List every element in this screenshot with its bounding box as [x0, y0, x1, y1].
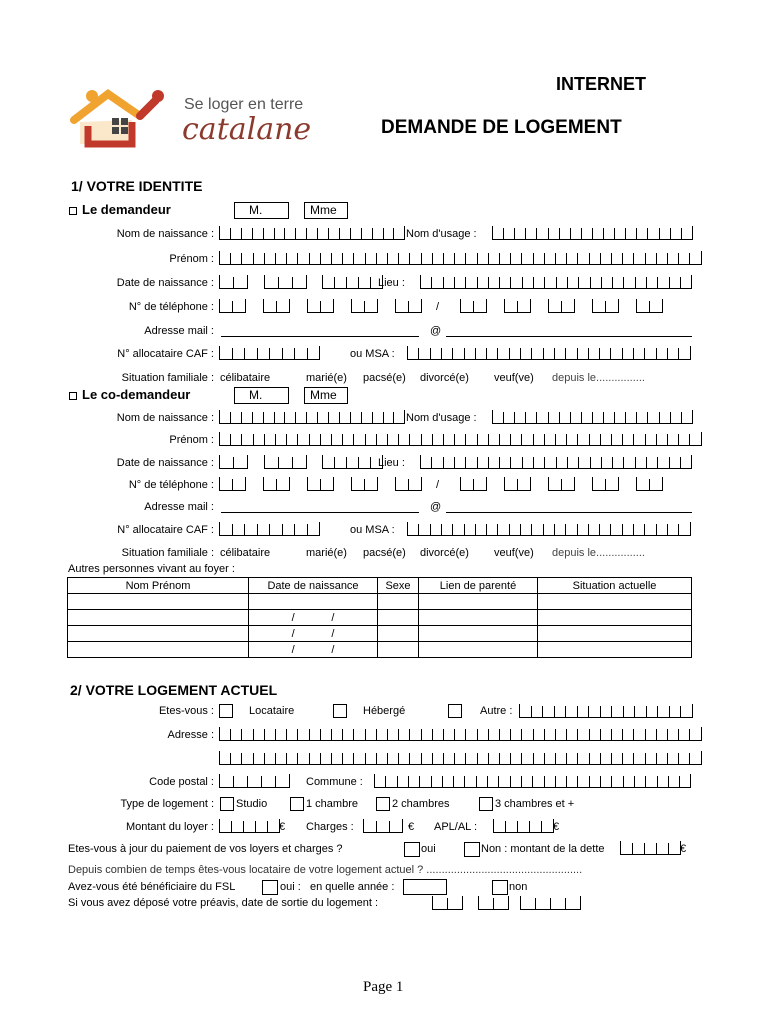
applicant-family-option[interactable]: veuf(ve) [494, 372, 534, 384]
applicant-birth-name-field[interactable] [219, 226, 405, 240]
status-autre-label: Autre : [480, 705, 513, 717]
address-field-2[interactable] [219, 751, 702, 765]
city-field[interactable] [374, 774, 691, 788]
status-locataire-label: Locataire [249, 705, 295, 717]
date-sep: / [291, 611, 295, 624]
postcode-field[interactable] [219, 774, 290, 788]
household-cell[interactable] [68, 626, 249, 642]
household-cell[interactable] [249, 642, 378, 658]
applicant-family-option[interactable]: pacsé(e) [363, 372, 406, 384]
applicant-email-user-field[interactable] [221, 336, 419, 337]
type-2ch-label: 2 chambres [392, 798, 450, 810]
applicant-civility-mme-label: Mme [310, 203, 337, 217]
applicant-phone-label: N° de téléphone : [128, 301, 214, 313]
applicant-civility-m-label: M. [249, 203, 263, 217]
coapplicant-caf-label: N° allocataire CAF : [117, 524, 214, 536]
charges-field[interactable] [363, 819, 403, 833]
coapplicant-family-label: Situation familiale : [121, 547, 214, 559]
coapplicant-phone2-field[interactable] [592, 477, 619, 491]
applicant-family-option[interactable]: marié(e) [306, 372, 347, 384]
fsl-yes-label: oui : [280, 881, 301, 893]
household-cell[interactable] [419, 610, 538, 626]
household-cell[interactable] [68, 610, 249, 626]
city-label: Commune : [306, 776, 363, 788]
coapplicant-phone2-field[interactable] [636, 477, 663, 491]
applicant-phone2-field[interactable] [636, 299, 663, 313]
rent-currency: € [279, 821, 286, 833]
household-table [67, 577, 692, 658]
coapplicant-family-option[interactable]: divorcé(e) [420, 547, 469, 559]
coapplicant-family-option[interactable]: célibataire [220, 547, 271, 559]
household-header-row [68, 578, 692, 594]
apl-currency: € [553, 821, 560, 833]
apl-label: APL/AL : [434, 821, 478, 833]
applicant-birth-date-field[interactable] [322, 275, 383, 289]
type-studio-label: Studio [236, 798, 268, 810]
applicant-usage-name-field[interactable] [492, 226, 693, 240]
applicant-phone-field[interactable] [219, 299, 246, 313]
section-identity-title: 1/ VOTRE IDENTITE [71, 178, 203, 194]
coapplicant-phone-sep: / [436, 479, 440, 491]
applicant-family-label: Situation familiale : [121, 372, 214, 384]
applicant-family-option[interactable]: célibataire [220, 372, 271, 384]
coapplicant-title: Le co-demandeur [82, 387, 191, 402]
household-row [68, 610, 692, 626]
page-number: Page 1 [363, 979, 404, 995]
coapplicant-civility-mme-label: Mme [310, 388, 337, 402]
col-name: Nom Prénom [68, 578, 249, 594]
applicant-birth-date-field[interactable] [219, 275, 248, 289]
type-1ch-label: 1 chambre [306, 798, 358, 810]
applicant-title: Le demandeur [82, 202, 171, 217]
applicant-phone-field[interactable] [395, 299, 422, 313]
coapplicant-birth-date-field[interactable] [322, 455, 383, 469]
section-housing-title: 2/ VOTRE LOGEMENT ACTUEL [70, 682, 278, 698]
household-cell[interactable] [249, 610, 378, 626]
coapplicant-phone-field[interactable] [263, 477, 290, 491]
internet-label: INTERNET [556, 74, 646, 94]
address-field-1[interactable] [219, 727, 702, 741]
household-title: Autres personnes vivant au foyer : [68, 563, 235, 575]
coapplicant-phone-field[interactable] [351, 477, 378, 491]
household-row [68, 594, 692, 610]
date-sep: / [331, 611, 335, 624]
status-label: Etes-vous : [158, 705, 214, 717]
coapplicant-first-name-label: Prénom : [169, 434, 214, 446]
notice-day-field[interactable] [432, 896, 463, 910]
applicant-family-option[interactable]: depuis le................ [552, 372, 645, 384]
coapplicant-checkbox[interactable] [69, 392, 77, 400]
logo-tagline: Se loger en terre [184, 96, 304, 113]
notice-year-field[interactable] [520, 896, 581, 910]
applicant-email-domain-field[interactable] [446, 336, 692, 337]
date-sep: / [331, 643, 335, 656]
page-title: DEMANDE DE LOGEMENT [381, 117, 622, 138]
coapplicant-birth-name-label: Nom de naissance : [116, 412, 214, 424]
applicant-msa-label: ou MSA : [350, 348, 395, 360]
notice-question: Si vous avez déposé votre préavis, date de sortie du logement : [68, 897, 379, 909]
coapplicant-phone-field[interactable] [219, 477, 246, 491]
coapplicant-birth-date-field[interactable] [219, 455, 248, 469]
household-cell[interactable] [249, 626, 378, 642]
household-cell[interactable] [378, 594, 419, 610]
household-cell[interactable] [419, 642, 538, 658]
household-cell[interactable] [68, 642, 249, 658]
applicant-birth-date-label: Date de naissance : [116, 277, 214, 289]
household-cell[interactable] [538, 610, 692, 626]
applicant-usage-name-label: Nom d'usage : [406, 228, 477, 240]
applicant-phone-sep: / [436, 301, 440, 313]
applicant-phone-field[interactable] [263, 299, 290, 313]
coapplicant-usage-name-field[interactable] [492, 410, 693, 424]
household-cell[interactable] [378, 626, 419, 642]
coapplicant-phone2-field[interactable] [548, 477, 575, 491]
applicant-email-at: @ [430, 325, 442, 337]
charges-currency: € [408, 821, 415, 833]
logo [70, 86, 335, 148]
applicant-phone2-field[interactable] [592, 299, 619, 313]
coapplicant-birth-date-label: Date de naissance : [116, 457, 214, 469]
coapplicant-place-field[interactable] [420, 455, 692, 469]
coapplicant-family-option[interactable]: marié(e) [306, 547, 347, 559]
applicant-phone-field[interactable] [351, 299, 378, 313]
applicant-caf-field[interactable] [219, 346, 320, 360]
coapplicant-phone-field[interactable] [307, 477, 334, 491]
uptodate-question: Etes-vous à jour du paiement de vos loyers et charges ? [68, 843, 343, 855]
coapplicant-msa-field[interactable] [407, 522, 691, 536]
coapplicant-first-name-field[interactable] [219, 432, 702, 446]
applicant-first-name-label: Prénom : [169, 253, 214, 265]
applicant-email-label: Adresse mail : [144, 325, 214, 337]
type-studio-checkbox[interactable] [220, 797, 234, 811]
household-cell[interactable] [249, 594, 378, 610]
date-sep: / [291, 643, 295, 656]
house-logo-icon [70, 86, 170, 148]
uptodate-yes-checkbox[interactable] [404, 842, 420, 857]
type-1ch-checkbox[interactable] [290, 797, 304, 811]
coapplicant-family-option[interactable]: veuf(ve) [494, 547, 534, 559]
since-when-question: Depuis combien de temps êtes-vous locataire de votre logement actuel ? ................................................... [68, 864, 583, 876]
coapplicant-email-domain-field[interactable] [446, 512, 692, 513]
fsl-year-label: en quelle année : [310, 881, 395, 893]
notice-month-field[interactable] [478, 896, 509, 910]
fsl-question: Avez-vous été bénéficiaire du FSL [68, 881, 236, 893]
debt-currency: € [680, 843, 687, 855]
coapplicant-msa-label: ou MSA : [350, 524, 395, 536]
coapplicant-phone2-field[interactable] [504, 477, 531, 491]
date-sep: / [331, 627, 335, 640]
type-3ch-label: 3 chambres et + [495, 798, 575, 810]
col-sex: Sexe [378, 578, 419, 594]
fsl-yes-checkbox[interactable] [262, 880, 278, 895]
applicant-birth-name-label: Nom de naissance : [116, 228, 214, 240]
col-birthdate: Date de naissance [249, 578, 378, 594]
applicant-place-field[interactable] [420, 275, 692, 289]
coapplicant-family-option[interactable]: pacsé(e) [363, 547, 406, 559]
household-cell[interactable] [378, 610, 419, 626]
applicant-checkbox[interactable] [69, 207, 77, 215]
autre-field[interactable] [519, 704, 693, 718]
uptodate-no-label: Non : montant de la dette [481, 843, 605, 855]
applicant-first-name-field[interactable] [219, 251, 702, 265]
household-cell[interactable] [378, 642, 419, 658]
household-cell[interactable] [68, 594, 249, 610]
rent-field[interactable] [219, 819, 280, 833]
uptodate-yes-label: oui [421, 843, 436, 855]
household-cell[interactable] [538, 642, 692, 658]
coapplicant-phone-label: N° de téléphone : [128, 479, 214, 491]
apl-field[interactable] [493, 819, 554, 833]
charges-label: Charges : [306, 821, 354, 833]
uptodate-no-checkbox[interactable] [464, 842, 480, 857]
status-heberge-checkbox[interactable] [333, 704, 347, 718]
household-row [68, 642, 692, 658]
coapplicant-birth-date-field[interactable] [264, 455, 307, 469]
household-cell[interactable] [538, 626, 692, 642]
coapplicant-family-option[interactable]: depuis le................ [552, 547, 645, 559]
coapplicant-usage-name-label: Nom d'usage : [406, 412, 477, 424]
col-relation: Lien de parenté [419, 578, 538, 594]
coapplicant-email-user-field[interactable] [221, 512, 419, 513]
status-heberge-label: Hébergé [363, 705, 406, 717]
household-cell[interactable] [419, 594, 538, 610]
rent-label: Montant du loyer : [125, 821, 214, 833]
coapplicant-email-at: @ [430, 501, 442, 513]
applicant-family-option[interactable]: divorcé(e) [420, 372, 469, 384]
household-cell[interactable] [538, 594, 692, 610]
address-label: Adresse : [167, 729, 214, 741]
postcode-label: Code postal : [149, 776, 214, 788]
date-sep: / [291, 627, 295, 640]
applicant-place-label: Lieu : [378, 277, 405, 289]
coapplicant-phone2-field[interactable] [460, 477, 487, 491]
col-situation: Situation actuelle [538, 578, 692, 594]
applicant-birth-date-field[interactable] [264, 275, 307, 289]
coapplicant-civility-m-label: M. [249, 388, 263, 402]
fsl-no-label: non [509, 881, 528, 893]
applicant-phone2-field[interactable] [460, 299, 487, 313]
coapplicant-email-label: Adresse mail : [144, 501, 214, 513]
household-cell[interactable] [419, 626, 538, 642]
coapplicant-phone-field[interactable] [395, 477, 422, 491]
applicant-phone-field[interactable] [307, 299, 334, 313]
coapplicant-caf-field[interactable] [219, 522, 320, 536]
applicant-phone2-field[interactable] [548, 299, 575, 313]
status-locataire-checkbox[interactable] [219, 704, 233, 718]
status-autre-checkbox[interactable] [448, 704, 462, 718]
housing-type-label: Type de logement : [120, 798, 214, 810]
logo-brand: catalane [182, 112, 312, 147]
household-row [68, 626, 692, 642]
fsl-year-input[interactable] [403, 879, 447, 895]
applicant-msa-field[interactable] [407, 346, 691, 360]
applicant-phone2-field[interactable] [504, 299, 531, 313]
type-2ch-checkbox[interactable] [376, 797, 390, 811]
coapplicant-birth-name-field[interactable] [219, 410, 405, 424]
debt-field[interactable] [620, 841, 681, 855]
applicant-caf-label: N° allocataire CAF : [117, 348, 214, 360]
coapplicant-place-label: Lieu : [378, 457, 405, 469]
fsl-no-checkbox[interactable] [492, 880, 508, 895]
type-3ch-checkbox[interactable] [479, 797, 493, 811]
